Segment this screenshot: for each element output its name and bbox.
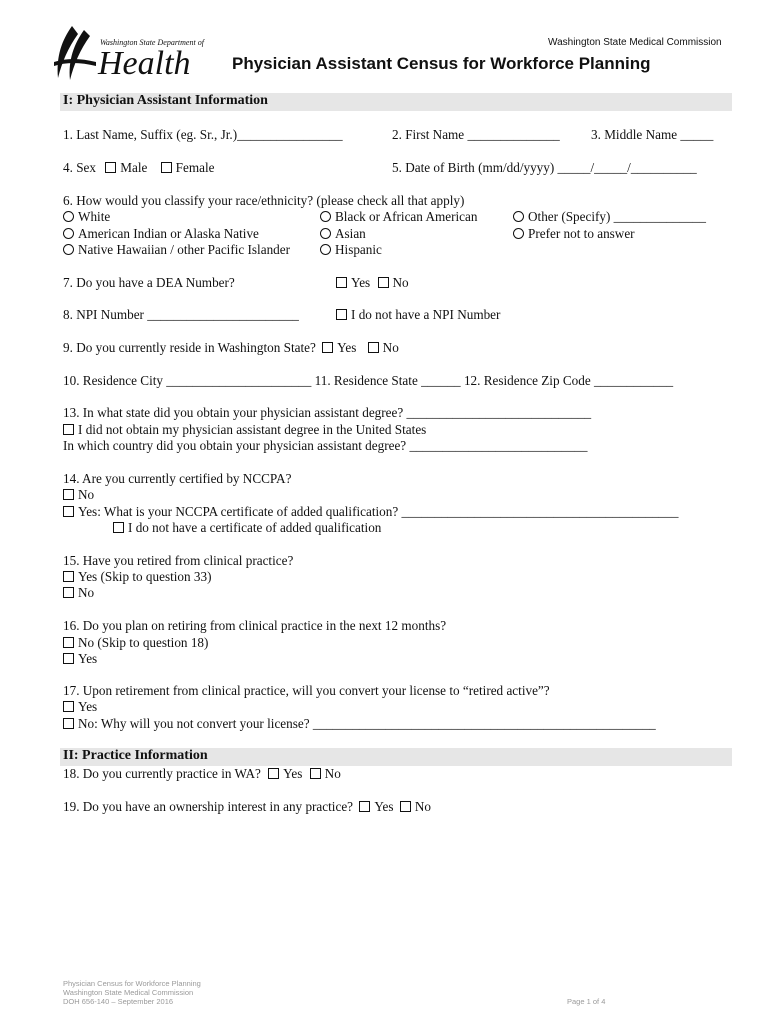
female-label: Female [175, 160, 215, 175]
no-npi-checkbox[interactable] [336, 309, 347, 320]
no-label: No [382, 340, 399, 355]
section-title: I: Physician Assistant Information [63, 93, 268, 108]
radio-circle-icon[interactable] [513, 228, 524, 239]
practice-yes-checkbox[interactable] [268, 768, 279, 779]
q7-dea-question: 7. Do you have a DEA Number? [63, 275, 235, 290]
race-option-black[interactable] [320, 209, 477, 225]
ownership-no-checkbox[interactable] [400, 801, 411, 812]
option-label: Hispanic [335, 242, 382, 257]
q19-ownership [63, 799, 431, 815]
race-option-other[interactable] [513, 209, 706, 225]
no-caq-label: I do not have a certificate of added qualification [128, 520, 382, 535]
no-label: No [324, 766, 341, 781]
radio-circle-icon[interactable] [63, 211, 74, 222]
race-option-aian[interactable] [63, 226, 259, 242]
page-title: Physician Assistant Census for Workforce Planning [232, 54, 651, 73]
q14-no-caq[interactable] [113, 520, 381, 536]
footer-line: DOH 656-140 – September 2016 [63, 997, 174, 1006]
q14-nccpa: 14. Are you currently certified by NCCPA? [63, 471, 292, 486]
q17-yes[interactable] [63, 699, 97, 715]
q15-retired: 15. Have you retired from clinical practice? [63, 553, 294, 568]
footer-line: Physician Census for Workforce Planning [63, 979, 201, 988]
q14-no[interactable] [63, 487, 94, 503]
q6-race-question: 6. How would you classify your race/ethnicity? (please check all that apply) [63, 193, 465, 208]
q18-label: 18. Do you currently practice in WA? [63, 766, 261, 781]
q18-practice-wa [63, 766, 341, 782]
page-number: Page 1 of 4 [567, 997, 606, 1006]
radio-circle-icon[interactable] [320, 244, 331, 255]
nccpa-no-checkbox[interactable] [63, 489, 74, 500]
convert-no-checkbox[interactable] [63, 718, 74, 729]
footer [63, 979, 201, 1006]
practice-no-checkbox[interactable] [310, 768, 321, 779]
no-label: No (Skip to question 18) [78, 635, 209, 650]
yes-label: Yes [78, 651, 98, 666]
plan-no-checkbox[interactable] [63, 637, 74, 648]
q14-yes[interactable] [63, 504, 678, 520]
not-us-label: I did not obtain my physician assistant degree in the United States [78, 422, 427, 437]
radio-circle-icon[interactable] [513, 211, 524, 222]
male-checkbox[interactable] [105, 162, 116, 173]
option-label: Black or African American [335, 209, 478, 224]
q5-date-of-birth[interactable]: 5. Date of Birth (mm/dd/yyyy) _____/_____/__________ [392, 160, 697, 175]
q3-middle-name[interactable]: 3. Middle Name _____ [591, 127, 714, 142]
race-option-prefer-not[interactable] [513, 226, 635, 242]
q16-plan-retire: 16. Do you plan on retiring from clinical practice in the next 12 months? [63, 618, 447, 633]
no-label: No [78, 585, 95, 600]
q13-degree-state[interactable]: 13. In what state did you obtain your physician assistant degree? ____________________________ [63, 405, 592, 420]
dea-yes-checkbox[interactable] [336, 277, 347, 288]
q4-sex [63, 160, 215, 176]
option-label: American Indian or Alaska Native [78, 226, 259, 241]
race-option-asian[interactable] [320, 226, 366, 242]
radio-circle-icon[interactable] [320, 211, 331, 222]
option-label: White [78, 209, 111, 224]
option-label: Prefer not to answer [528, 226, 635, 241]
yes-label: Yes (Skip to question 33) [78, 569, 212, 584]
q7-options [336, 275, 409, 291]
no-label: No: Why will you not convert your license? ____________________________________________________ [78, 716, 656, 731]
section-title: II: Practice Information [63, 748, 208, 763]
logo [52, 22, 202, 84]
yes-label: Yes [337, 340, 357, 355]
yes-label: Yes: What is your NCCPA certificate of added qualification? __________________________________________ [78, 504, 679, 519]
q4-label: 4. Sex [63, 160, 96, 175]
no-label: No [78, 487, 95, 502]
q13-degree-country[interactable]: In which country did you obtain your physician assistant degree? ___________________________ [63, 438, 588, 453]
q2-first-name[interactable]: 2. First Name ______________ [392, 127, 560, 142]
q13-not-us[interactable] [63, 422, 426, 438]
reside-yes-checkbox[interactable] [322, 342, 333, 353]
q15-no[interactable] [63, 585, 94, 601]
logo-health-text: Health [98, 45, 191, 82]
yes-label: Yes [283, 766, 303, 781]
health-logo-icon [52, 22, 98, 84]
q17-no[interactable] [63, 716, 656, 732]
yes-label: Yes [374, 799, 394, 814]
female-checkbox[interactable] [161, 162, 172, 173]
option-label: Native Hawaiian / other Pacific Islander [78, 242, 291, 257]
q1-last-name[interactable]: 1. Last Name, Suffix (eg. Sr., Jr.)________________ [63, 127, 343, 142]
org-name: Washington State Medical Commission [548, 37, 722, 48]
no-npi-label: I do not have a NPI Number [351, 307, 501, 322]
q19-label: 19. Do you have an ownership interest in any practice? [63, 799, 354, 814]
q8-no-npi[interactable] [336, 307, 500, 323]
q9-label: 9. Do you currently reside in Washington State? [63, 340, 316, 355]
dea-no-checkbox[interactable] [378, 277, 389, 288]
yes-label: Yes [78, 699, 98, 714]
retired-yes-checkbox[interactable] [63, 571, 74, 582]
footer-line: Washington State Medical Commission [63, 988, 194, 997]
race-option-hispanic[interactable] [320, 242, 382, 258]
race-option-nhpi[interactable] [63, 242, 290, 258]
yes-label: Yes [351, 275, 371, 290]
plan-yes-checkbox[interactable] [63, 653, 74, 664]
q17-retired-active: 17. Upon retirement from clinical practice, will you convert your license to “retired active”? [63, 683, 550, 698]
nccpa-yes-checkbox[interactable] [63, 506, 74, 517]
no-label: No [414, 799, 431, 814]
no-caq-checkbox[interactable] [113, 522, 124, 533]
not-us-checkbox[interactable] [63, 424, 74, 435]
reside-no-checkbox[interactable] [368, 342, 379, 353]
q9-reside-wa [63, 340, 399, 356]
q10-12-residence[interactable]: 10. Residence City ______________________ 11. Residence State ______ 12. Residence Zip Code ____________ [63, 373, 674, 388]
race-option-white[interactable] [63, 209, 110, 225]
logo-dept-text: Washington State Department of [100, 38, 204, 47]
male-label: Male [120, 160, 148, 175]
radio-circle-icon[interactable] [63, 244, 74, 255]
retired-no-checkbox[interactable] [63, 587, 74, 598]
radio-circle-icon[interactable] [63, 228, 74, 239]
q8-npi-number[interactable]: 8. NPI Number _______________________ [63, 307, 299, 322]
convert-yes-checkbox[interactable] [63, 701, 74, 712]
option-label: Asian [335, 226, 366, 241]
q15-yes[interactable] [63, 569, 211, 585]
q16-no[interactable] [63, 635, 208, 651]
radio-circle-icon[interactable] [320, 228, 331, 239]
q16-yes[interactable] [63, 651, 97, 667]
option-label: Other (Specify) ______________ [528, 209, 706, 224]
ownership-yes-checkbox[interactable] [359, 801, 370, 812]
no-label: No [392, 275, 409, 290]
